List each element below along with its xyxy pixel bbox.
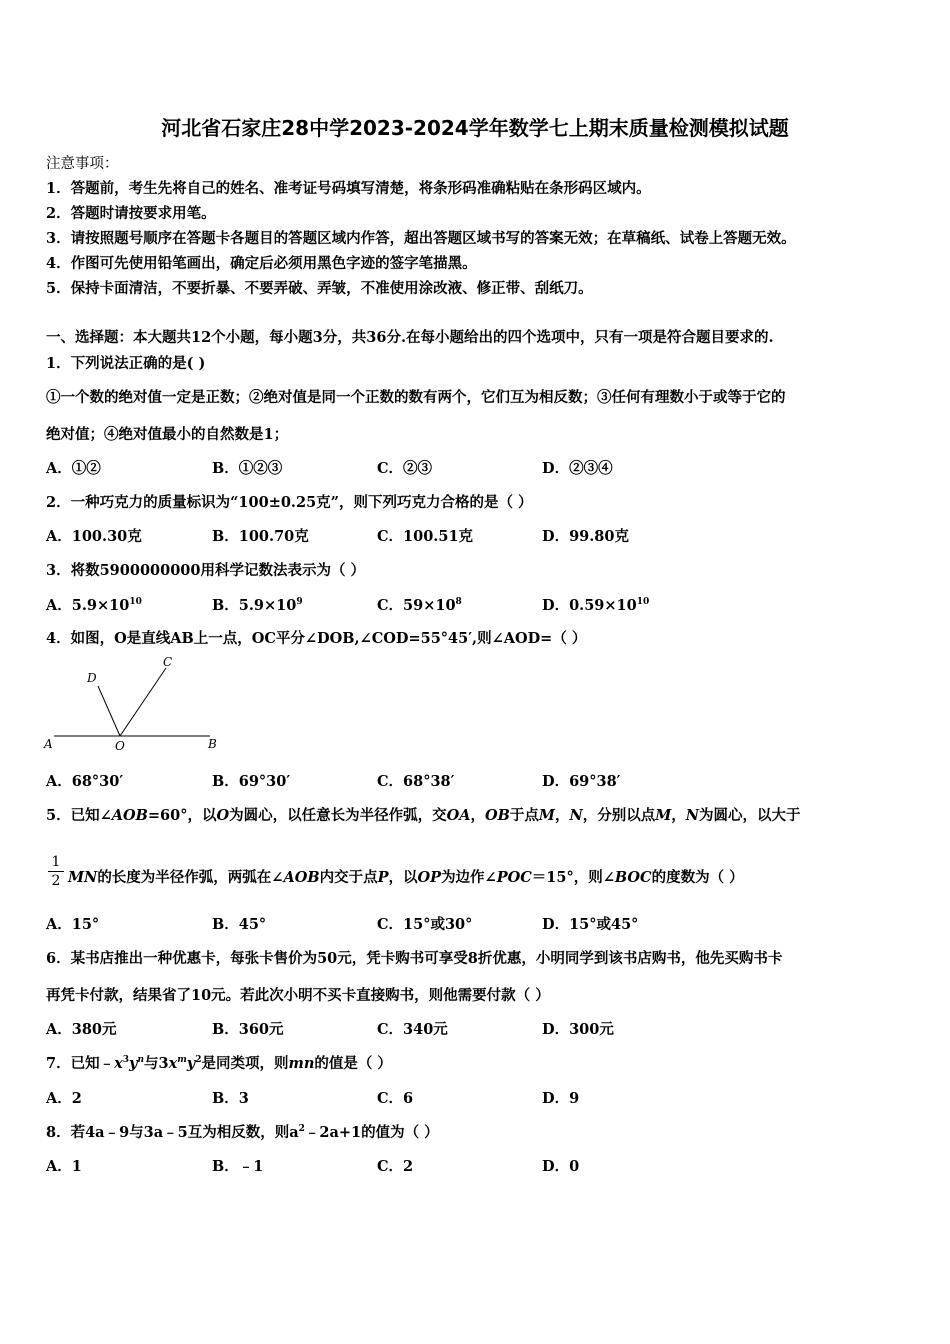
fraction-denominator: 2 (51, 873, 61, 889)
q5-option-b: B．45° (212, 916, 267, 933)
fraction-numerator: 1 (48, 853, 64, 872)
ray-oc (120, 668, 166, 736)
q5-fraction (48, 853, 64, 890)
notice-item: 1．答题前，考生先将自己的姓名、准考证号码填写清楚，将条形码准确粘贴在条形码区域内。 (46, 180, 651, 197)
q4-figure (40, 652, 230, 756)
q4-option-d: D．69°38′ (542, 773, 621, 790)
q1-option-b: B．①②③ (212, 460, 283, 477)
label-o: O (115, 739, 125, 753)
q3-option-d-base: D．0.59×10 (542, 597, 637, 614)
notice-item: 3．请按照题号顺序在答题卡各题目的答题区域内作答，超出答题区域书写的答案无效；在草稿纸、试卷上答题无效。 (46, 230, 796, 247)
label-a: A (44, 737, 53, 751)
q6-option-b: B．360元 (212, 1021, 284, 1038)
q7-option-a: A．2 (46, 1090, 82, 1107)
section-heading: 一、选择题：本大题共12个小题，每小题3分，共36分.在每小题给出的四个选项中，只有一项是符合题目要求的. (46, 329, 774, 346)
q4-stem: 4．如图，O是直线AB上一点，OC平分∠DOB,∠COD=55°45′,则∠AOD=（ ） (46, 630, 587, 647)
q7-option-c: C．6 (377, 1090, 414, 1107)
q4-option-a: A．68°30′ (46, 773, 124, 790)
label-b: B (208, 737, 217, 751)
q5-line1: 5．已知∠AOB=60°，以O为圆心，以任意长为半径作弧，交OA，OB于点M，N，分别以点M，N为圆心，以大于 (46, 807, 801, 824)
notice-item: 4．作图可先使用铅笔画出，确定后必须用黑色字迹的签字笔描黑。 (46, 255, 477, 272)
q6-option-a: A．380元 (46, 1021, 117, 1038)
q1-option-c: C．②③ (377, 460, 433, 477)
q6-line2: 再凭卡付款，结果省了10元。若此次小明不买卡直接购书，则他需要付款（ ） (46, 987, 550, 1004)
q3-option-d (542, 594, 649, 615)
q3-option-a-exp: 10 (129, 597, 142, 607)
q4-option-b: B．69°30′ (212, 773, 291, 790)
q5-option-a: A．15° (46, 916, 100, 933)
q7-stem: 7．已知$﹣x^3y^n$与$3x^my^2$是同类项，则mn的值是（ ） (46, 1055, 392, 1072)
q2-option-a: A．100.30克 (46, 528, 142, 545)
q5-option-d: D．15°或45° (542, 916, 639, 933)
q8-option-d: D．0 (542, 1158, 580, 1175)
notice-item: 5．保持卡面清洁，不要折暴、不要弄破、弄皱，不准使用涂改液、修正带、刮纸刀。 (46, 280, 593, 297)
q6-option-d: D．300元 (542, 1021, 614, 1038)
q3-option-c (377, 594, 462, 615)
q2-option-c: C．100.51克 (377, 528, 474, 545)
q3-option-c-base: C．59×10 (377, 597, 456, 614)
q2-option-d: D．99.80克 (542, 528, 629, 545)
q7-option-d: D．9 (542, 1090, 580, 1107)
label-d: D (87, 671, 97, 685)
q2-option-b: B．100.70克 (212, 528, 309, 545)
q5-option-c: C．15°或30° (377, 916, 473, 933)
q1-line1: ①一个数的绝对值一定是正数；②绝对值是同一个正数的数有两个，它们互为相反数；③任何有理数小于或等于它的 (46, 389, 786, 406)
q5-line2: MN的长度为半径作弧，两弧在∠AOB内交于点P，以OP为边作∠POC＝15°，则∠BOC的度数为（ ） (68, 869, 744, 886)
q1-option-d: D．②③④ (542, 460, 613, 477)
label-c: C (163, 655, 173, 669)
q1-stem: 1．下列说法正确的是( ) (46, 355, 206, 372)
q6-option-c: C．340元 (377, 1021, 448, 1038)
q3-stem: 3．将数5900000000用科学记数法表示为（ ） (46, 562, 366, 579)
q7-option-b: B．3 (212, 1090, 249, 1107)
q3-option-a (46, 594, 142, 615)
q2-stem: 2．一种巧克力的质量标识为“100±0.25克”，则下列巧克力合格的是（ ） (46, 494, 533, 511)
q3-option-b-exp: 9 (296, 597, 303, 607)
q6-line1: 6．某书店推出一种优惠卡，每张卡售价为50元，凭卡购书可享受8折优惠，小明同学到该书店购书，他先买购书卡 (46, 950, 783, 967)
q1-option-a: A．①② (46, 460, 101, 477)
q8-option-a: A．1 (46, 1158, 82, 1175)
q3-option-d-exp: 10 (636, 597, 650, 607)
q3-option-a-base: A．5.9×10 (46, 597, 130, 614)
q1-line2: 绝对值；④绝对值最小的自然数是1； (46, 426, 289, 443)
q8-stem: 8．若4a﹣9与3a﹣5互为相反数，则$a^2﹣2a+1$的值为（ ） (46, 1124, 439, 1141)
q3-option-b (212, 594, 303, 615)
notice-item: 2．答题时请按要求用笔。 (46, 205, 216, 222)
q3-option-b-base: B．5.9×10 (212, 597, 297, 614)
page-title: 河北省石家庄28中学2023-2024学年数学七上期末质量检测模拟试题 (161, 116, 789, 140)
q4-option-c: C．68°38′ (377, 773, 455, 790)
q3-option-c-exp: 8 (455, 597, 462, 607)
q8-option-c: C．2 (377, 1158, 414, 1175)
q8-option-b: B．﹣1 (212, 1158, 264, 1175)
ray-od (98, 686, 120, 736)
notice-heading: 注意事项： (46, 156, 119, 172)
